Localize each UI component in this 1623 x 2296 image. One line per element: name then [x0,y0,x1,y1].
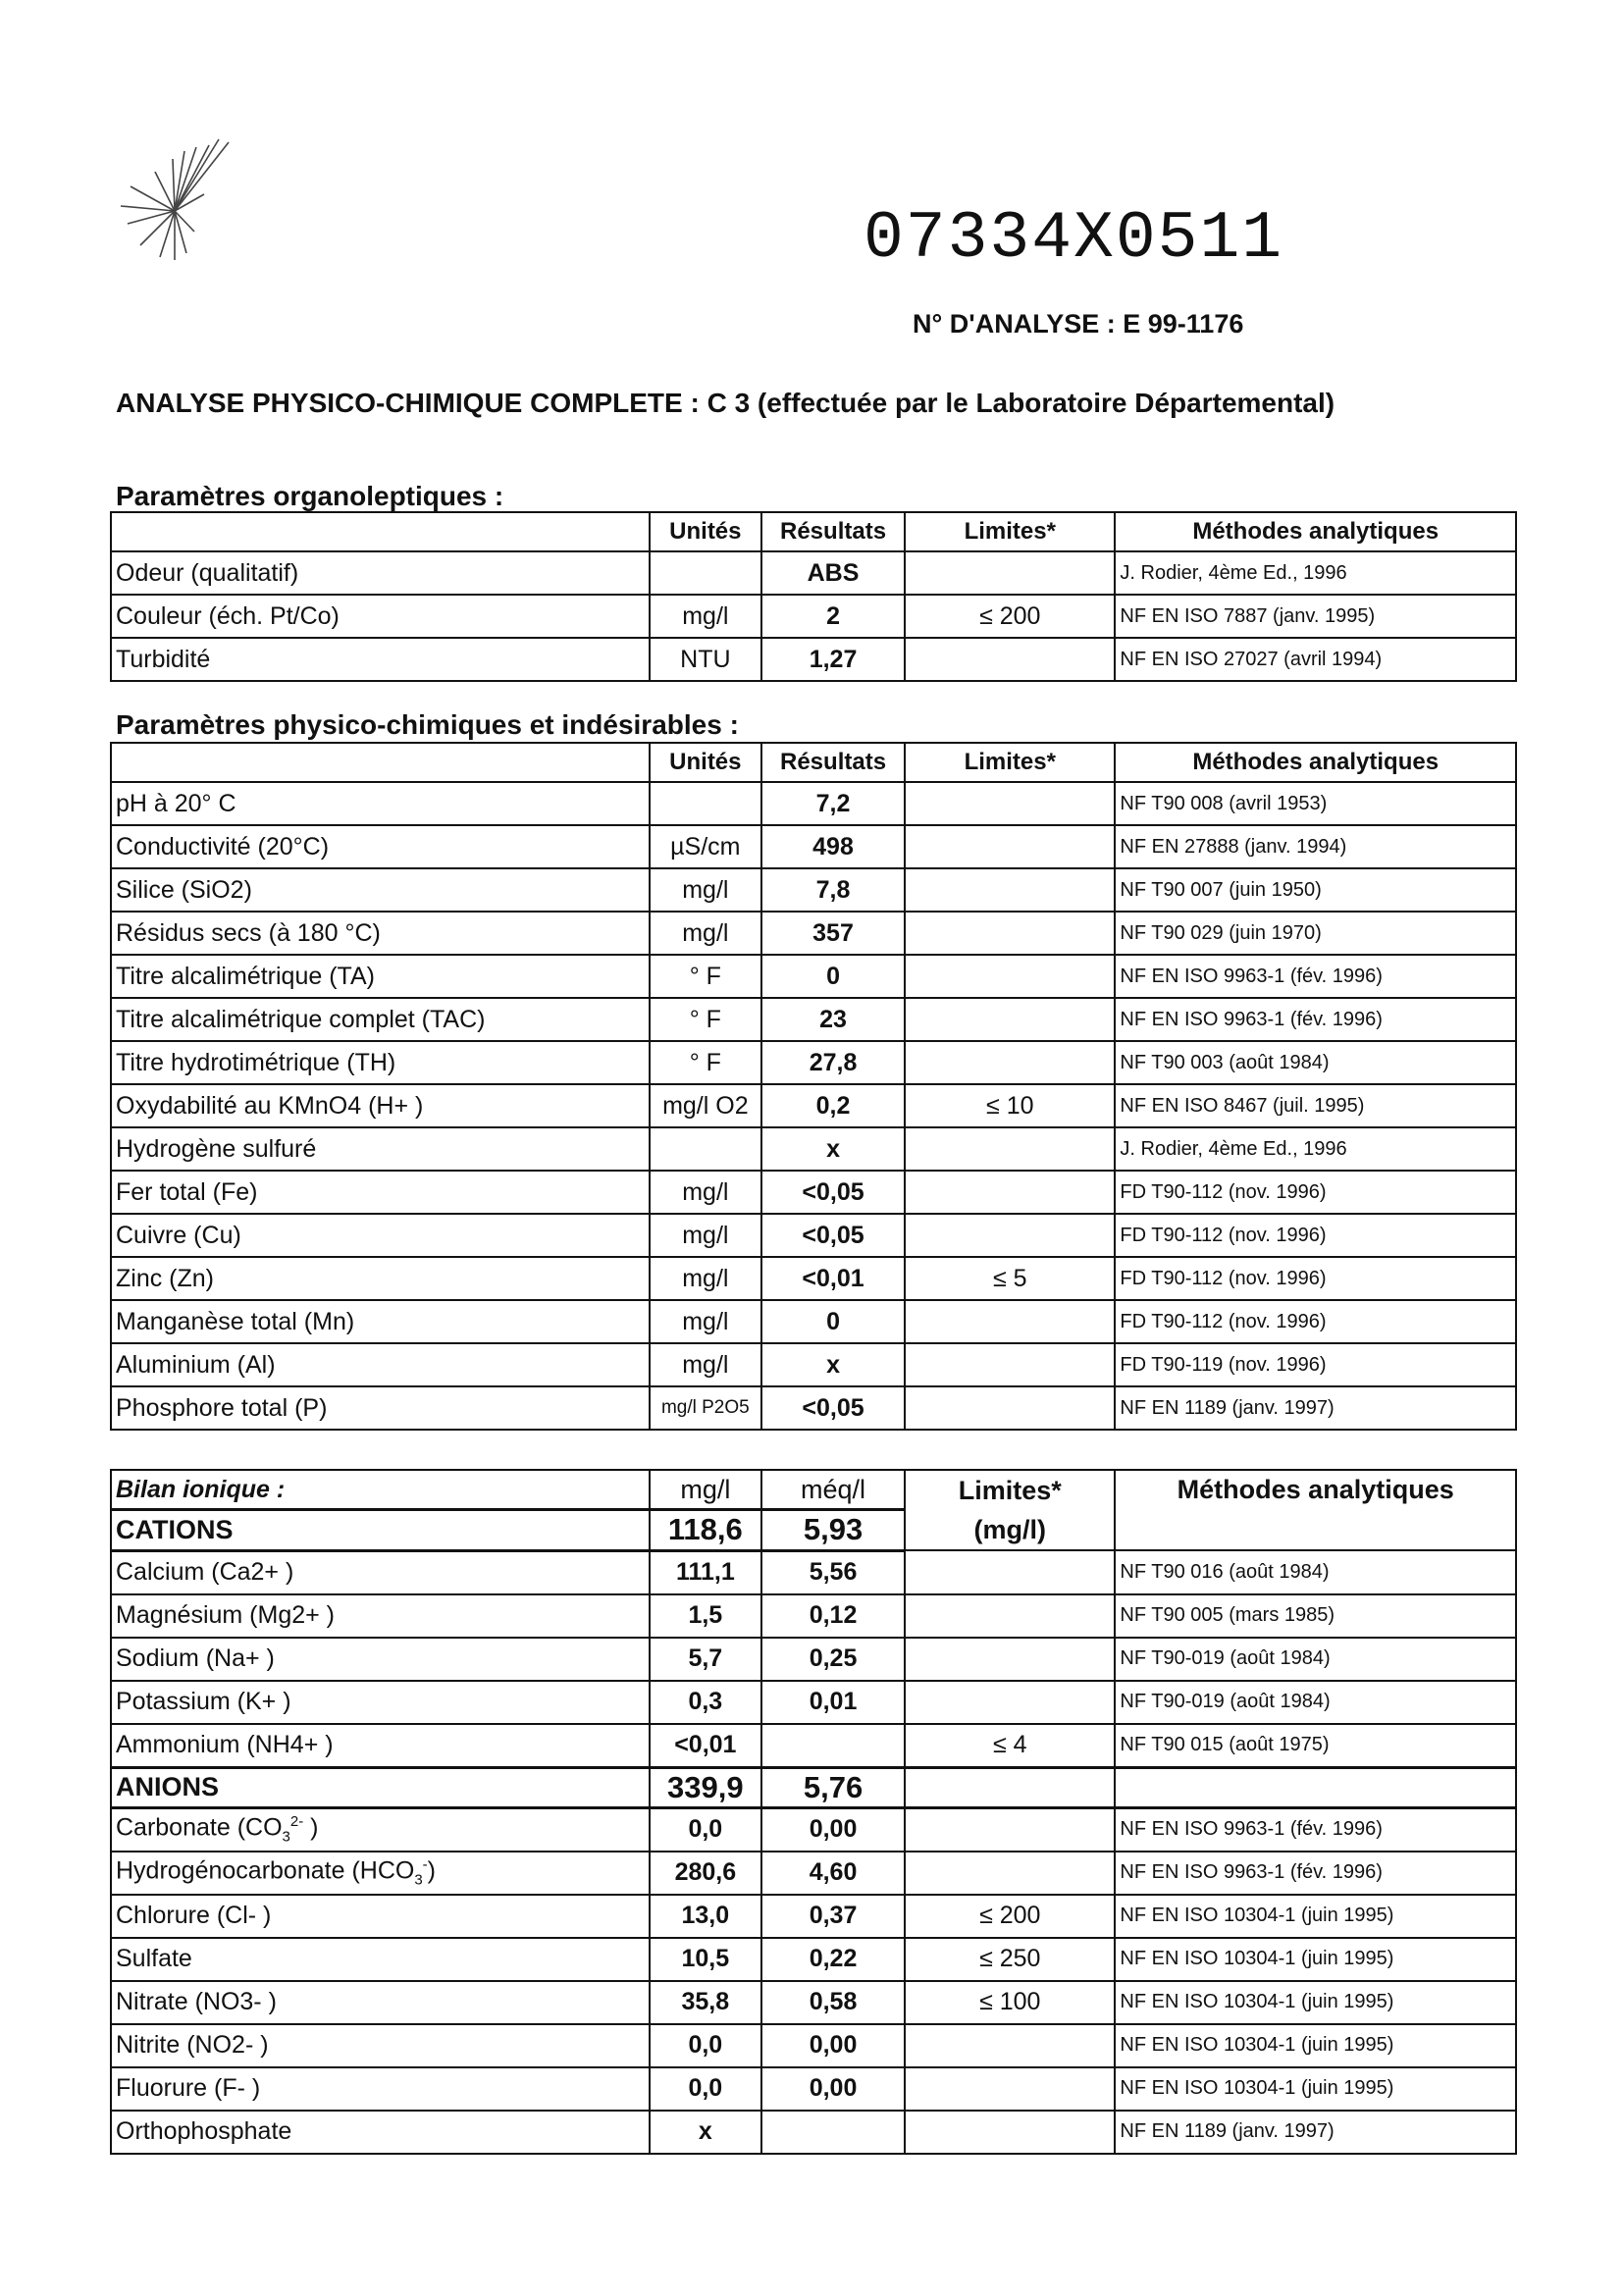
mgl-cell: 0,0 [650,2067,761,2111]
table-row [111,912,1516,955]
limit-cell [905,2067,1115,2111]
param-cell: Résidus secs (à 180 °C) [111,912,650,955]
table-row [111,1895,1516,1938]
table-row [111,551,1516,595]
header-resultats: Résultats [761,743,905,782]
method-cell: FD T90-112 (nov. 1996) [1115,1257,1516,1300]
method-cell: J. Rodier, 4ème Ed., 1996 [1115,1127,1516,1171]
cations-mgl: 118,6 [650,1510,761,1550]
method-cell: NF T90 003 (août 1984) [1115,1041,1516,1084]
param-cell: Hydrogène sulfuré [111,1127,650,1171]
header-methodes: Méthodes analytiques [1115,1470,1516,1550]
result-cell: 23 [761,998,905,1041]
table-row [111,1938,1516,1981]
result-cell: 498 [761,825,905,868]
meql-cell: 0,00 [761,2067,905,2111]
meql-cell: 0,00 [761,1807,905,1852]
formula-tail: ) [303,1813,319,1842]
param-cell: Calcium (Ca2+ ) [111,1550,650,1594]
result-cell: <0,01 [761,1257,905,1300]
limit-cell: ≤ 5 [905,1257,1115,1300]
table-row [111,1171,1516,1214]
formula-sup: - [422,1856,428,1874]
mgl-cell: 35,8 [650,1981,761,2024]
method-cell: NF T90 029 (juin 1970) [1115,912,1516,955]
unit-cell: mg/l [650,1214,761,1257]
param-cell [111,1807,650,1852]
formula-sub: 3 [414,1871,423,1889]
header-blank [111,743,650,782]
method-cell: NF EN ISO 9963-1 (fév. 1996) [1115,1807,1516,1852]
limit-cell: ≤ 100 [905,1981,1115,2024]
table-row [111,1343,1516,1386]
param-cell: Manganèse total (Mn) [111,1300,650,1343]
unit-cell [650,551,761,595]
limit-cell [905,1638,1115,1681]
method-cell: NF EN ISO 10304-1 (juin 1995) [1115,1895,1516,1938]
anions-meql: 5,76 [761,1767,905,1807]
method-cell: NF EN 1189 (janv. 1997) [1115,1386,1516,1430]
result-cell: <0,05 [761,1171,905,1214]
limit-cell [905,1807,1115,1852]
table-row [111,1084,1516,1127]
param-cell: Fer total (Fe) [111,1171,650,1214]
anions-mgl: 339,9 [650,1767,761,1807]
meql-cell: 0,25 [761,1638,905,1681]
limit-cell [905,955,1115,998]
table-row [111,1681,1516,1724]
param-cell [111,1852,650,1895]
limit-cell [905,2111,1115,2154]
header-mgl: mg/l [650,1470,761,1510]
method-cell: NF EN ISO 9963-1 (fév. 1996) [1115,998,1516,1041]
header-resultats: Résultats [761,512,905,551]
method-cell: NF EN ISO 10304-1 (juin 1995) [1115,1938,1516,1981]
header-methodes: Méthodes analytiques [1115,512,1516,551]
param-cell: Aluminium (Al) [111,1343,650,1386]
document-id: 07334X0511 [864,201,1284,277]
section-title-organoleptiques: Paramètres organoleptiques : [116,481,504,511]
table-row [111,638,1516,681]
param-cell: Fluorure (F- ) [111,2067,650,2111]
mgl-cell: 10,5 [650,1938,761,1981]
unit-cell: ° F [650,955,761,998]
table-header-row [111,512,1516,551]
table-row [111,868,1516,912]
result-cell: 0,2 [761,1084,905,1127]
method-cell: NF EN ISO 10304-1 (juin 1995) [1115,2024,1516,2067]
result-cell: ABS [761,551,905,595]
table-header-row [111,1470,1516,1510]
result-cell: 7,8 [761,868,905,912]
method-cell: FD T90-112 (nov. 1996) [1115,1214,1516,1257]
result-cell: 0 [761,955,905,998]
meql-cell: 0,01 [761,1681,905,1724]
table-row [111,1041,1516,1084]
table-row [111,1852,1516,1895]
method-cell: NF EN ISO 9963-1 (fév. 1996) [1115,1852,1516,1895]
table-row [111,955,1516,998]
result-cell: 27,8 [761,1041,905,1084]
meql-cell [761,1724,905,1768]
unit-cell: mg/l O2 [650,1084,761,1127]
method-cell: NF T90 007 (juin 1950) [1115,868,1516,912]
unit-cell: NTU [650,638,761,681]
param-cell: Sodium (Na+ ) [111,1638,650,1681]
param-cell: Silice (SiO2) [111,868,650,912]
limit-cell [905,2024,1115,2067]
header-limites: Limites* [905,512,1115,551]
method-cell: FD T90-119 (nov. 1996) [1115,1343,1516,1386]
param-cell: Couleur (éch. Pt/Co) [111,595,650,638]
meql-cell: 0,37 [761,1895,905,1938]
table-row [111,1981,1516,2024]
limit-cell [905,1041,1115,1084]
header-limites: Limites* [905,743,1115,782]
method-cell: NF T90-019 (août 1984) [1115,1681,1516,1724]
header-limites [905,1470,1115,1550]
anions-total-row [111,1767,1516,1807]
formula-sub: 3 [282,1828,290,1846]
param-cell: Magnésium (Mg2+ ) [111,1594,650,1638]
unit-cell: µS/cm [650,825,761,868]
param-cell: Orthophosphate [111,2111,650,2154]
header-limites-label: Limites* [958,1476,1062,1505]
unit-cell: mg/l [650,595,761,638]
param-cell: Titre hydrotimétrique (TH) [111,1041,650,1084]
param-cell: Titre alcalimétrique (TA) [111,955,650,998]
method-cell: NF EN 27888 (janv. 1994) [1115,825,1516,868]
limit-cell [905,1594,1115,1638]
unit-cell: mg/l [650,1300,761,1343]
param-cell: Potassium (K+ ) [111,1681,650,1724]
mgl-cell: 5,7 [650,1638,761,1681]
method-cell: NF T90-019 (août 1984) [1115,1638,1516,1681]
limit-cell: ≤ 200 [905,595,1115,638]
limit-cell [905,1681,1115,1724]
mgl-cell: 0,3 [650,1681,761,1724]
param-cell: Oxydabilité au KMnO4 (H+ ) [111,1084,650,1127]
formula-sup: 2- [289,1813,304,1831]
limit-cell [905,912,1115,955]
table-bilan-ionique [110,1469,1517,2155]
unit-cell: mg/l [650,912,761,955]
limit-cell [905,782,1115,825]
param-cell: Zinc (Zn) [111,1257,650,1300]
limit-cell: ≤ 250 [905,1938,1115,1981]
limit-cell [905,1343,1115,1386]
meql-cell: 0,58 [761,1981,905,2024]
header-unites: Unités [650,512,761,551]
method-cell: NF T90 016 (août 1984) [1115,1550,1516,1594]
mgl-cell: x [650,2111,761,2154]
table-row [111,2024,1516,2067]
method-cell: FD T90-112 (nov. 1996) [1115,1300,1516,1343]
bilan-ionique-label: Bilan ionique : [111,1470,650,1510]
method-cell: NF EN ISO 9963-1 (fév. 1996) [1115,955,1516,998]
table-organoleptiques [110,511,1517,682]
mgl-cell: <0,01 [650,1724,761,1768]
limit-cell [905,1767,1115,1807]
header-limites-unit: (mg/l) [973,1515,1047,1544]
table-row [111,1300,1516,1343]
method-cell: NF EN ISO 7887 (janv. 1995) [1115,595,1516,638]
param-cell: Titre alcalimétrique complet (TAC) [111,998,650,1041]
param-cell: Ammonium (NH4+ ) [111,1724,650,1768]
table-row [111,1724,1516,1768]
method-cell: NF T90 008 (avril 1953) [1115,782,1516,825]
cations-meql: 5,93 [761,1510,905,1550]
limit-cell [905,638,1115,681]
cations-label: CATIONS [111,1510,650,1550]
limit-cell: ≤ 10 [905,1084,1115,1127]
limit-cell [905,998,1115,1041]
meql-cell: 0,22 [761,1938,905,1981]
unit-cell: mg/l [650,1343,761,1386]
header-methodes: Méthodes analytiques [1115,743,1516,782]
mgl-cell: 1,5 [650,1594,761,1638]
anions-label: ANIONS [111,1767,650,1807]
param-cell: Odeur (qualitatif) [111,551,650,595]
formula-base: Hydrogénocarbonate (HCO [116,1856,415,1885]
limit-cell [905,825,1115,868]
table-row [111,2111,1516,2154]
result-cell: 357 [761,912,905,955]
method-cell [1115,1767,1516,1807]
table-row [111,1257,1516,1300]
param-cell: Sulfate [111,1938,650,1981]
table-row [111,1386,1516,1430]
table-physico-chimiques [110,742,1517,1431]
unit-cell [650,782,761,825]
limit-cell [905,1127,1115,1171]
meql-cell: 0,12 [761,1594,905,1638]
result-cell: x [761,1127,905,1171]
method-cell: FD T90-112 (nov. 1996) [1115,1171,1516,1214]
table-row [111,998,1516,1041]
method-cell: J. Rodier, 4ème Ed., 1996 [1115,551,1516,595]
result-cell: <0,05 [761,1214,905,1257]
table-row [111,2067,1516,2111]
formula-base: Carbonate (CO [116,1813,283,1842]
section-title-physico-chimiques: Paramètres physico-chimiques et indésirables : [116,709,739,740]
unit-cell: mg/l [650,1257,761,1300]
result-cell: x [761,1343,905,1386]
method-cell: NF T90 015 (août 1975) [1115,1724,1516,1768]
param-cell: Nitrate (NO3- ) [111,1981,650,2024]
unit-cell: ° F [650,998,761,1041]
result-cell: <0,05 [761,1386,905,1430]
unit-cell: mg/l [650,868,761,912]
meql-cell: 4,60 [761,1852,905,1895]
unit-cell: mg/l P2O5 [650,1386,761,1430]
table-row [111,595,1516,638]
method-cell: NF T90 005 (mars 1985) [1115,1594,1516,1638]
unit-cell: ° F [650,1041,761,1084]
limit-cell [905,1300,1115,1343]
result-cell: 0 [761,1300,905,1343]
header-blank [111,512,650,551]
method-cell: NF EN ISO 8467 (juil. 1995) [1115,1084,1516,1127]
limit-cell [905,868,1115,912]
method-cell: NF EN 1189 (janv. 1997) [1115,2111,1516,2154]
formula-tail: ) [427,1856,436,1885]
limit-cell: ≤ 4 [905,1724,1115,1768]
header-meql: méq/l [761,1470,905,1510]
param-cell: Turbidité [111,638,650,681]
table-header-row [111,743,1516,782]
limit-cell: ≤ 200 [905,1895,1115,1938]
mgl-cell: 280,6 [650,1852,761,1895]
limit-cell [905,1171,1115,1214]
header-unites: Unités [650,743,761,782]
page-title: ANALYSE PHYSICO-CHIMIQUE COMPLETE : C 3 (effectuée par le Laboratoire Départemental) [116,388,1335,418]
result-cell: 1,27 [761,638,905,681]
param-cell: Phosphore total (P) [111,1386,650,1430]
meql-cell: 5,56 [761,1550,905,1594]
unit-cell [650,1127,761,1171]
limit-cell [905,1386,1115,1430]
analyse-number: N° D'ANALYSE : E 99-1176 [913,309,1244,339]
table-row [111,1638,1516,1681]
method-cell: NF EN ISO 27027 (avril 1994) [1115,638,1516,681]
meql-cell: 0,00 [761,2024,905,2067]
table-row [111,1214,1516,1257]
lab-logo [116,137,243,265]
meql-cell [761,2111,905,2154]
param-cell: pH à 20° C [111,782,650,825]
limit-cell [905,551,1115,595]
table-row [111,825,1516,868]
param-cell: Nitrite (NO2- ) [111,2024,650,2067]
table-row [111,1807,1516,1852]
limit-cell [905,1852,1115,1895]
mgl-cell: 111,1 [650,1550,761,1594]
table-row [111,782,1516,825]
mgl-cell: 13,0 [650,1895,761,1938]
param-cell: Chlorure (Cl- ) [111,1895,650,1938]
mgl-cell: 0,0 [650,1807,761,1852]
table-row [111,1127,1516,1171]
param-cell: Conductivité (20°C) [111,825,650,868]
table-row [111,1594,1516,1638]
method-cell: NF EN ISO 10304-1 (juin 1995) [1115,1981,1516,2024]
method-cell: NF EN ISO 10304-1 (juin 1995) [1115,2067,1516,2111]
mgl-cell: 0,0 [650,2024,761,2067]
table-row [111,1550,1516,1594]
limit-cell [905,1214,1115,1257]
result-cell: 2 [761,595,905,638]
unit-cell: mg/l [650,1171,761,1214]
param-cell: Cuivre (Cu) [111,1214,650,1257]
limit-cell [905,1550,1115,1594]
result-cell: 7,2 [761,782,905,825]
